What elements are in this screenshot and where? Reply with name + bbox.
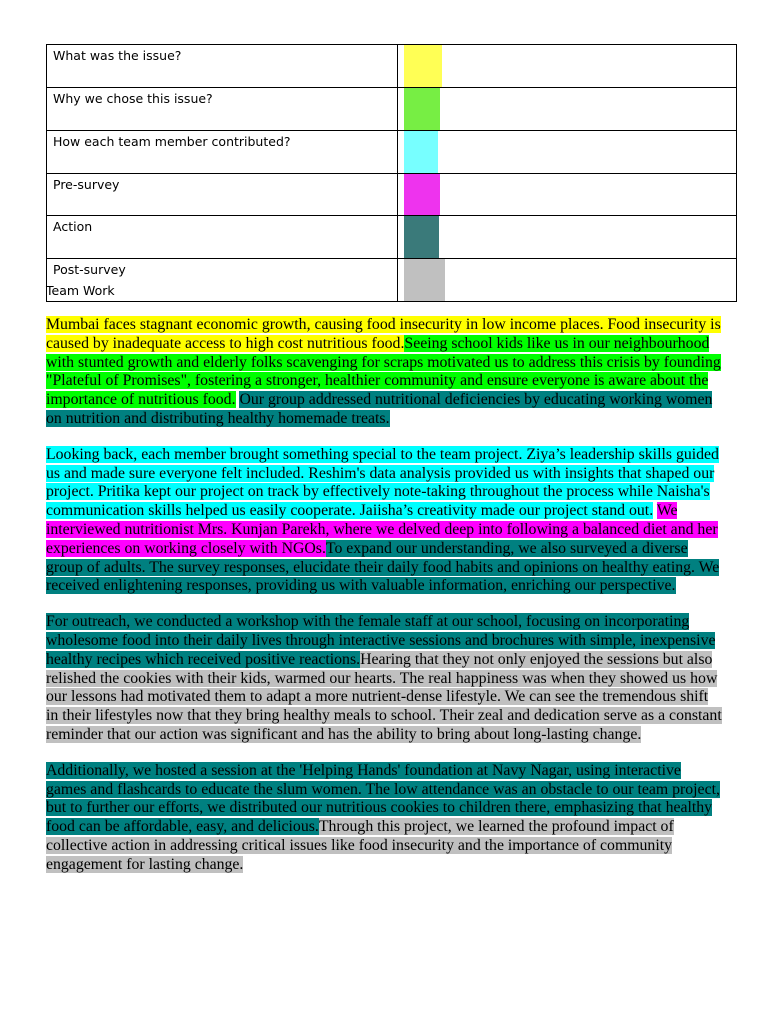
highlighted-text: Our group addressed nutritional deficiencies by educating working women on nutrition and distributing healthy homemade treats. [46,391,713,427]
paragraph [46,762,722,875]
highlighted-text: Looking back, each member brought something special to the team project. Ziya’s leadership skills guided us and made sure everyone felt included. Reshim's data analysis provided us with insights that shaped our project. Pritika kept our project on track by effectively note-taking throughout the process while Naisha's communication skills helped us easily cooperate. Jaiisha’s creativity made our project stand out. [46,445,719,520]
highlighted-text: To expand our understanding, we also surveyed a diverse group of adults. The survey responses, elucidate their daily food habits and opinions on healthy eating. We received enlightening responses, providing us with valuable information, enriching our perspective. [46,539,720,595]
legend-color-cell [398,45,737,88]
legend-row [47,88,737,131]
legend-row [47,45,737,88]
body-text [46,316,722,892]
legend-label: What was the issue? [47,45,398,88]
paragraph [46,613,722,745]
legend-label: Pre-survey [47,174,398,216]
legend-color-cell [398,216,737,259]
legend-row [47,174,737,216]
highlighted-text: Mumbai faces stagnant economic growth, causing food insecurity in low income places. Food insecurity is caused by inadequate access to high cost nutritious food. [46,316,721,352]
highlighted-text: Hearing that they not only enjoyed the sessions but also relished the cookies with their kids, warmed our hearts. The real happiness was when they showed us how our lessons had motivated them to adapt a more nutrient-dense lifestyle. We can see the tremendous shift in their lifestyles now that they bring healthy meals to school. Their zeal and dedication serve as a constant reminder that our action was significant and has the ability to bring about long-lasting change. [46,650,722,743]
color-swatch [404,131,438,173]
highlighted-text: For outreach, we conducted a workshop with the female staff at our school, focusing on incorporating wholesome food into their daily lives through interactive sessions and brochures with simple, inexpensive healthy recipes which received positive reactions. [46,613,716,668]
highlighted-text: Seeing school kids like us in our neighbourhood with stunted growth and elderly folks scavenging for scraps motivated us to address this crisis by founding "Plateful of Promises", fostering a stronger, healthier community and ensure everyone is aware about the importance of nutritious food. [46,334,721,409]
color-swatch [404,174,440,215]
highlighted-text: Through this project, we learned the profound impact of collective action in addressing critical issues like food insecurity and the importance of community engagement for lasting change. [46,818,674,873]
color-swatch [404,88,440,130]
legend-color-cell [398,88,737,131]
legend-label: Why we chose this issue? [47,88,398,131]
color-legend-table [46,44,737,302]
legend-color-cell [398,259,737,302]
legend-color-cell [398,174,737,216]
highlighted-text: Additionally, we hosted a session at the 'Helping Hands' foundation at Navy Nagar, using interactive games and flashcards to educate the slum women. The low attendance was an obstacle to our team project, but to further our efforts, we distributed our nutritious cookies to children there, emphasizing that healthy food can be affordable, easy, and delicious. [46,761,720,836]
color-swatch [404,45,442,87]
legend-row [47,259,737,302]
section-title: Team Work [46,283,115,298]
color-swatch [404,216,439,258]
paragraph [46,446,722,596]
legend-row [47,131,737,174]
highlighted-text: We interviewed nutritionist Mrs. Kunjan Parekh, where we delved deep into following a balanced diet and her experiences on working closely with NGOs. [46,502,718,557]
legend-body [47,45,737,302]
legend-label: Action [47,216,398,259]
color-swatch [404,259,445,301]
legend-color-cell [398,131,737,174]
legend-row [47,216,737,259]
legend-label: Post-survey [47,259,398,302]
paragraph [46,316,722,429]
legend-label: How each team member contributed? [47,131,398,174]
